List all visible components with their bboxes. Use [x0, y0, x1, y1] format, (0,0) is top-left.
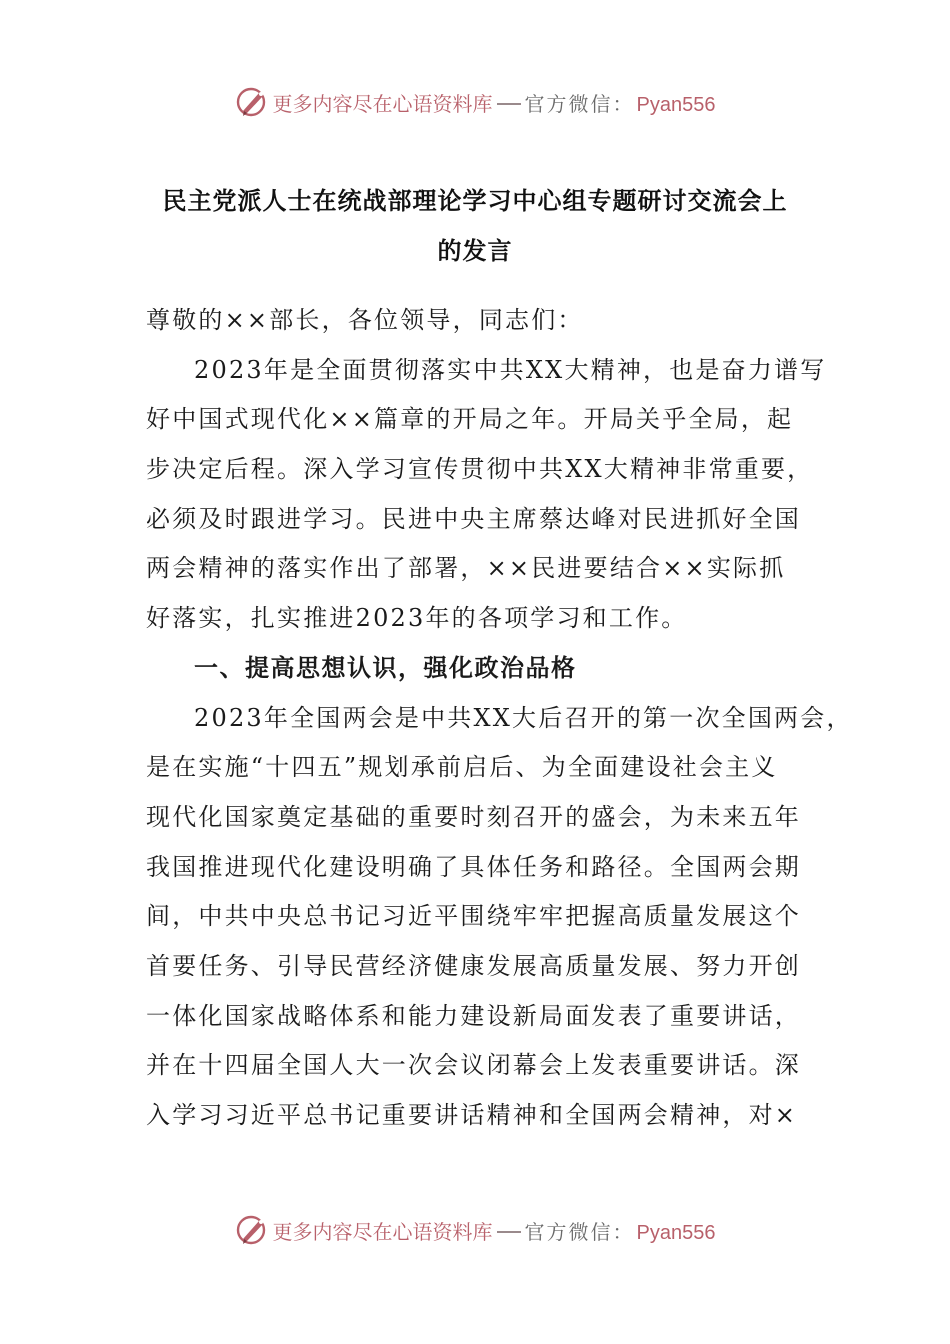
footer-watermark-banner: [0, 1208, 950, 1252]
watermark-wechat-id: Pyan556: [636, 93, 716, 116]
document-body: [146, 296, 853, 1141]
watermark-wechat-label: 官方微信：: [524, 1219, 635, 1244]
paragraph-line: 好中国式现代化××篇章的开局之年。开局关乎全局，起: [146, 405, 794, 434]
pen-circle-logo-icon: [235, 85, 269, 119]
title-line: 民主党派人士在统战部理论学习中心组专题研讨交流会上: [162, 187, 788, 215]
paragraph-line: 并在十四届全国人大一次会议闭幕会上发表重要讲话。深: [146, 1051, 801, 1080]
paragraph-line: 好落实，扎实推进2023年的各项学习和工作。: [146, 604, 688, 633]
paragraph-line: 我国推进现代化建设明确了具体任务和路径。全国两会期: [146, 852, 801, 881]
title-line: 的发言: [437, 237, 513, 265]
paragraph-line: 间，中共中央总书记习近平围绕牢牢把握高质量发展这个: [146, 902, 801, 931]
pen-circle-logo-icon: [235, 1213, 269, 1247]
paragraph-line: 是在实施“十四五”规划承前启后、为全面建设社会主义: [146, 753, 778, 782]
paragraph-line: 两会精神的落实作出了部署，××民进要结合××实际抓: [146, 554, 786, 583]
watermark-dash-divider: [497, 103, 521, 105]
header-watermark-banner: [0, 80, 950, 124]
section-heading: 一、提高思想认识，强化政治品格: [194, 653, 577, 682]
paragraph-line: 2023年全国两会是中共XX大后召开的第一次全国两会，: [194, 703, 853, 732]
watermark-wechat-label: 官方微信：: [524, 91, 635, 116]
document-title: [150, 176, 800, 276]
watermark-wechat-id: Pyan556: [636, 1221, 716, 1244]
paragraph-line: 2023年是全面贯彻落实中共XX大精神，也是奋力谱写: [194, 355, 827, 384]
paragraph-line: 一体化国家战略体系和能力建设新局面发表了重要讲话，: [146, 1001, 801, 1030]
greeting: 尊敬的××部长，各位领导，同志们：: [146, 306, 584, 334]
paragraph-line: 首要任务、引导民营经济健康发展高质量发展、努力开创: [146, 951, 801, 980]
paragraph-line: 步决定后程。深入学习宣传贯彻中共XX大精神非常重要，: [146, 455, 814, 484]
paragraph-line: 现代化国家奠定基础的重要时刻召开的盛会，为未来五年: [146, 802, 801, 831]
watermark-site-text: 更多内容尽在心语资料库: [272, 1219, 493, 1244]
watermark-dash-divider: [497, 1231, 521, 1233]
paragraph-line: 必须及时跟进学习。民进中央主席蔡达峰对民进抓好全国: [146, 504, 801, 533]
paragraph-line: 入学习习近平总书记重要讲话精神和全国两会精神，对×: [146, 1101, 798, 1129]
watermark-site-text: 更多内容尽在心语资料库: [272, 91, 493, 116]
